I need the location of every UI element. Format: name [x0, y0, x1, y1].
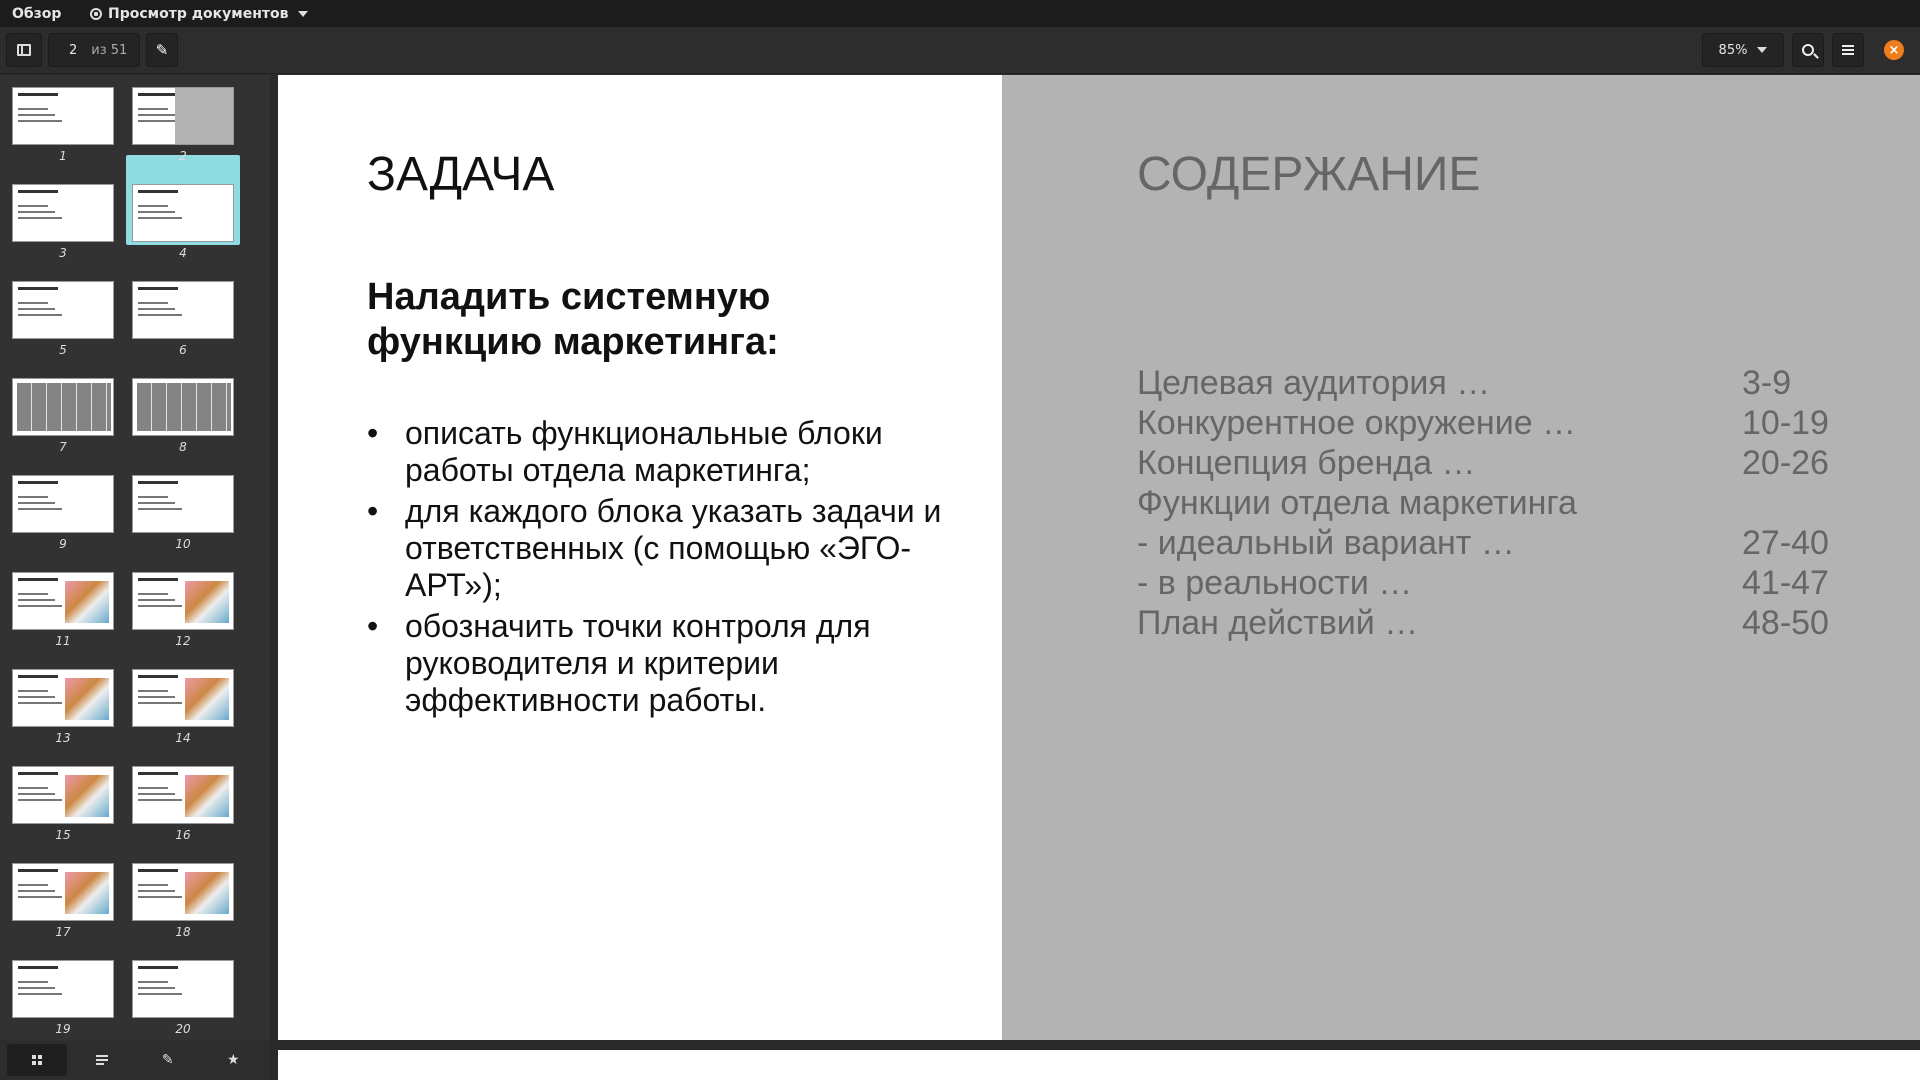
slide-right-title: СОДЕРЖАНИЕ — [1137, 148, 1481, 201]
page-thumbnail[interactable] — [132, 766, 234, 824]
chevron-down-icon — [298, 11, 308, 17]
page-thumbnail-number: 1 — [59, 149, 67, 163]
page-thumbnail[interactable] — [12, 669, 114, 727]
toc-row — [1137, 603, 1857, 643]
page-thumbnail[interactable] — [12, 281, 114, 339]
toc-label: План действий … — [1137, 604, 1419, 642]
pencil-icon: ✎ — [155, 41, 169, 59]
toc-row — [1137, 563, 1857, 603]
toc-pages: 41-47 — [1742, 564, 1829, 602]
close-icon: × — [1888, 42, 1900, 58]
app-menu[interactable] — [90, 6, 308, 22]
page-thumbnail[interactable] — [12, 184, 114, 242]
page-thumbnail[interactable] — [12, 863, 114, 921]
sidebar-tabs — [0, 1040, 270, 1080]
page-thumbnail-number: 15 — [55, 828, 71, 842]
next-slide-page — [278, 1050, 1920, 1080]
page-thumbnail[interactable] — [132, 863, 234, 921]
toc-pages: 48-50 — [1742, 604, 1829, 642]
document-viewer-icon — [90, 8, 102, 20]
outline-icon — [96, 1055, 108, 1065]
search-button[interactable] — [1792, 33, 1824, 67]
page-thumbnail[interactable] — [132, 281, 234, 339]
toggle-sidebar-button[interactable] — [6, 33, 42, 67]
document-view[interactable] — [272, 75, 1920, 1080]
page-thumbnail[interactable] — [132, 669, 234, 727]
page-thumbnail-number: 11 — [55, 634, 71, 648]
tab-annotations[interactable] — [138, 1044, 198, 1076]
toc-pages: 10-19 — [1742, 404, 1829, 442]
sidebar-icon — [17, 44, 31, 56]
page-count: из 51 — [91, 42, 128, 58]
zoom-level: 85% — [1718, 42, 1748, 58]
toc-row — [1137, 523, 1857, 563]
page-thumbnail-number: 13 — [55, 731, 71, 745]
star-icon: ★ — [226, 1052, 240, 1068]
toc-pages: 27-40 — [1742, 524, 1829, 562]
toc-label: - в реальности … — [1137, 564, 1413, 602]
close-button[interactable] — [1884, 40, 1904, 60]
bullet-item: • описать функциональные блоки работы отдела маркетинга; — [367, 415, 947, 489]
toc-label: - идеальный вариант … — [1137, 524, 1515, 562]
page-thumbnail[interactable] — [12, 87, 114, 145]
page-thumbnail[interactable] — [132, 87, 234, 145]
page-thumbnail-number: 17 — [55, 925, 71, 939]
page-thumbnail-number: 2 — [179, 149, 187, 163]
page-thumbnail-number: 9 — [59, 537, 67, 551]
grid-icon — [32, 1055, 42, 1065]
search-icon — [1802, 44, 1814, 56]
page-thumbnail[interactable] — [132, 475, 234, 533]
page-thumbnail-number: 10 — [175, 537, 191, 551]
toc-label: Функции отдела маркетинга — [1137, 484, 1577, 522]
page-thumbnail-number: 8 — [179, 440, 187, 454]
annotate-button[interactable] — [146, 33, 178, 67]
zoom-dropdown[interactable] — [1702, 33, 1784, 67]
toc-pages: 20-26 — [1742, 444, 1829, 482]
page-thumbnail[interactable] — [12, 960, 114, 1018]
page-thumbnail[interactable] — [12, 766, 114, 824]
page-thumbnail-number: 16 — [175, 828, 191, 842]
page-thumbnail-number: 6 — [179, 343, 187, 357]
page-thumbnail[interactable] — [12, 378, 114, 436]
page-thumbnail-number: 19 — [55, 1022, 71, 1036]
slide-bullet-list — [367, 415, 947, 723]
slide-left-title: ЗАДАЧА — [367, 148, 555, 201]
table-of-contents — [1137, 363, 1857, 643]
slide-subhead: Наладить системную функцию маркетинга: — [367, 276, 779, 363]
page-thumbnail[interactable] — [132, 184, 234, 242]
thumbnail-sidebar — [0, 75, 270, 1040]
toc-row — [1137, 443, 1857, 483]
toc-label: Целевая аудитория … — [1137, 364, 1491, 402]
toc-label: Концепция бренда … — [1137, 444, 1476, 482]
slide-page — [278, 75, 1920, 1040]
tab-outline[interactable] — [72, 1044, 132, 1076]
top-bar — [0, 0, 1920, 27]
menu-button[interactable] — [1832, 33, 1864, 67]
page-thumbnail-number: 18 — [175, 925, 191, 939]
pencil-icon: ✎ — [161, 1052, 174, 1068]
toc-pages: 3-9 — [1742, 364, 1792, 402]
page-thumbnail-number: 12 — [175, 634, 191, 648]
page-thumbnail[interactable] — [12, 572, 114, 630]
page-thumbnail[interactable] — [132, 572, 234, 630]
page-number-input[interactable]: 2 — [69, 42, 78, 58]
chevron-down-icon — [1757, 47, 1767, 53]
page-selector[interactable] — [48, 33, 140, 67]
toc-row — [1137, 363, 1857, 403]
page-thumbnail-number: 4 — [179, 246, 187, 260]
toc-row — [1137, 483, 1857, 523]
page-thumbnail[interactable] — [132, 378, 234, 436]
page-thumbnail-number: 5 — [59, 343, 67, 357]
tab-thumbnails[interactable] — [7, 1044, 67, 1076]
toc-label: Конкурентное окружение … — [1137, 404, 1577, 442]
page-thumbnail-number: 7 — [59, 440, 67, 454]
bullet-item: • для каждого блока указать задачи и ответственных (с помощью «ЭГО-АРТ»); — [367, 493, 947, 604]
page-thumbnail[interactable] — [132, 960, 234, 1018]
page-thumbnail-number: 20 — [175, 1022, 191, 1036]
toolbar — [0, 27, 1920, 74]
hamburger-icon — [1842, 45, 1854, 55]
bullet-item: • обозначить точки контроля для руководителя и критерии эффективности работы. — [367, 608, 947, 719]
tab-bookmarks[interactable] — [203, 1044, 263, 1076]
toc-row — [1137, 403, 1857, 443]
overview-button[interactable]: Обзор — [12, 5, 62, 22]
page-thumbnail[interactable] — [12, 475, 114, 533]
page-thumbnail-number: 3 — [59, 246, 67, 260]
app-title: Просмотр документов — [108, 5, 289, 22]
page-thumbnail-number: 14 — [175, 731, 191, 745]
